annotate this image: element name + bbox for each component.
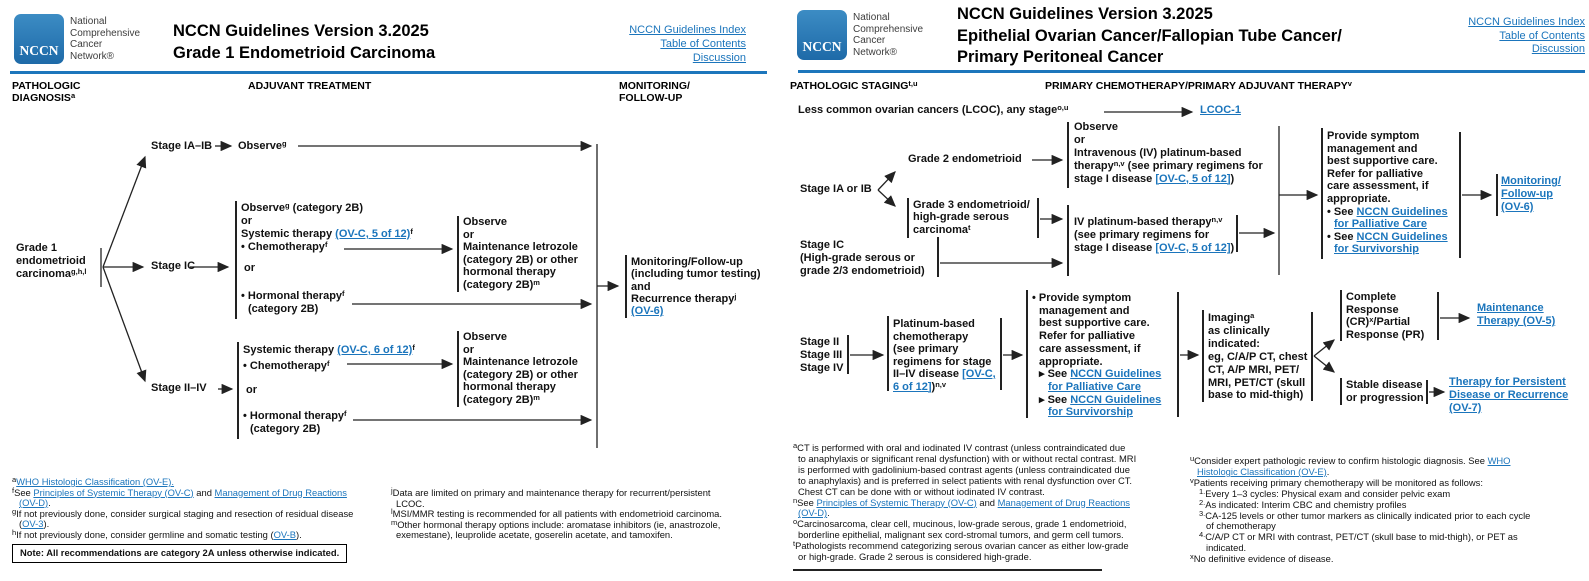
node-stage-ia-ib: Stage IA–IB xyxy=(151,140,213,152)
ov-d-link2[interactable]: (OV-D) xyxy=(19,497,49,508)
survivorship-link-1b[interactable]: for Survivorship xyxy=(1334,243,1419,256)
node-complete-partial-response: Complete Response (CR)$^x$/Partial Response (PR) xyxy=(1346,291,1425,342)
ovc-5of12-link-right-1[interactable]: [OV-C, 5 of 12] xyxy=(1155,172,1231,185)
ov-d-link-right2[interactable]: (OV-D) xyxy=(798,507,828,519)
node-observe-or-iv-platinum: Observe or Intravenous (IV) platinum-based therapy$^{n,v}$ (see primary regimens for stage I disease [OV-C, 5 of 12]) xyxy=(1074,121,1263,185)
guidelines-version-right: NCCN Guidelines Version 3.2025 xyxy=(957,5,1213,23)
monitoring-followup-link[interactable]: Monitoring/ Follow-up (OV-6) xyxy=(1501,175,1561,213)
nccn-logo-right xyxy=(797,10,847,60)
palliative-care-link-1[interactable]: NCCN Guidelines xyxy=(1356,205,1448,218)
column-header-primary-chemo: PRIMARY CHEMOTHERAPY/PRIMARY ADJUVANT THERAPY$^v$ xyxy=(1045,79,1352,92)
nccn-logo-text-right: NCCN xyxy=(802,39,842,54)
page-title xyxy=(173,20,435,64)
ovc-6of12-link-right-b[interactable]: 6 of 12] xyxy=(893,380,932,393)
footnotes-right-col2: $^u$Consider expert pathologic review to confirm histologic diagnosis. See WHO Histologic Classification (OV-E). $^v$Patients receiving primary chemotherapy will be monitored as follows: $^{1.}$Every 1–3 cycles: Physical exam and consider pelvic exam $^{2.}$As indicated: Interim CBC and chemistry profiles $^{3.}$CA-125 levels or other tumor markers as clinically indicated prior to each cycle of chemotherapy $^{4.}$C/A/P CT or MRI with contrast, PET/CT (skull base to mid-thigh), or PET as indicated. $^x$No definitive evidence of disease. xyxy=(1190,454,1531,565)
who-ove-link-a[interactable]: WHO xyxy=(1487,455,1511,466)
header-nav xyxy=(500,23,746,65)
discussion-link[interactable]: Discussion xyxy=(692,52,746,64)
ov-c-link-right[interactable]: Principles of Systemic Therapy (OV-C) xyxy=(816,496,977,508)
discussion-link-right[interactable]: Discussion xyxy=(1531,43,1585,55)
node-maintenance-option-ic: Observe or Maintenance letrozole (category 2B) or other hormonal therapy (category 2B)$^m$ xyxy=(463,216,578,291)
page-title-right xyxy=(957,4,1342,69)
node-stage-ii-iv-chemo: • Chemotherapy$^f$ xyxy=(243,359,330,372)
guidelines-topic-right-1: Epithelial Ovarian Cancer/Fallopian Tube Cancer/ xyxy=(957,26,1342,45)
node-monitoring-followup: Monitoring/Follow-up (including tumor testing) and Recurrence therapy$^j$ (OV-6) xyxy=(631,256,761,318)
node-lcoc: Less common ovarian cancers (LCOC), any stage$^{o,u}$ xyxy=(798,103,1069,116)
column-header-pathologic-diagnosis: PATHOLOGIC DIAGNOSIS$^a$ xyxy=(12,80,81,104)
column-header-monitoring: MONITORING/ FOLLOW-UP xyxy=(619,80,690,104)
ov-d-link[interactable]: Management of Drug Reactions xyxy=(214,486,347,498)
ov-d-link-right[interactable]: Management of Drug Reactions xyxy=(997,496,1130,508)
header-rule xyxy=(10,71,767,74)
ov-c-link[interactable]: Principles of Systemic Therapy (OV-C) xyxy=(33,486,194,498)
lcoc-1-link[interactable]: LCOC-1 xyxy=(1200,104,1241,116)
nccn-wordmark-right: National Comprehensive Cancer Network® xyxy=(853,12,924,58)
nccn-logo xyxy=(14,14,64,64)
node-supportive-care-bottom: • Provide symptom management and best supportive care. Refer for palliative care assessment, if appropriate. ▸ See NCCN Guidelines for Palliative Care ▸ See NCCN Guidelines for Survivorship xyxy=(1032,292,1162,419)
guidelines-topic: Grade 1 Endometrioid Carcinoma xyxy=(173,44,436,62)
persistent-disease-link[interactable]: Therapy for Persistent Disease or Recurrence (OV-7) xyxy=(1449,376,1569,414)
footnotes-middle-column: $^j$Data are limited on primary and maintenance therapy for recurrent/persistent LCOC. $^l$MSI/MMR testing is recommended for all patients with endometrioid carcinoma. $^m$Other hormonal therapy options include: aromatase inhibitors (ie, anastrozole, exemestane), leuprolide acetate, goserelin acetate, and tamoxifen. xyxy=(391,486,722,540)
node-stage-ii-iv-systemic: Systemic therapy (OV-C, 6 of 12)$^f$ xyxy=(243,343,415,356)
survivorship-link-2b[interactable]: for Survivorship xyxy=(1048,406,1133,419)
category-2a-note: Note: All recommendations are category 2A unless otherwise indicated. xyxy=(12,544,347,563)
node-supportive-care-top: Provide symptom management and best supportive care. Refer for palliative care assessment, if appropriate. • See NCCN Guidelines for Palliative Care • See NCCN Guidelines for Survivorship xyxy=(1327,130,1448,256)
column-header-pathologic-staging: PATHOLOGIC STAGING$^{t,u}$ xyxy=(790,79,918,92)
guidelines-index-link[interactable]: NCCN Guidelines Index xyxy=(629,24,746,36)
ov-e-link[interactable]: WHO Histologic Classification (OV-E). xyxy=(16,476,175,487)
guidelines-version: NCCN Guidelines Version 3.2025 xyxy=(173,22,429,40)
node-stage-ic-treatment: Observe$^g$ (category 2B) or Systemic therapy (OV-C, 5 of 12)$^f$ • Chemotherapy$^f$ xyxy=(241,201,413,253)
maintenance-therapy-link[interactable]: Maintenance Therapy (OV-5) xyxy=(1477,302,1556,327)
footnotes-right-col1: $^a$CT is performed with oral and iodinated IV contrast (unless contraindicated due to anaphylaxis or significant renal dysfunction) with or without rectal contrast. MRI is performed with gadolinium-based contrast agents (unless contraindicated due to anaphylaxis) and is preferred in select patients with renal dysfunction over CT. Chest CT can be done with or without iodinated IV contrast. $^n$See Principles of Systemic Therapy (OV-C) and Management of Drug Reactions (OV-D). $^o$Carcinosarcoma, clear cell, mucinous, low-grade serous, grade 1 endometrioid, borderline epithelial, malignant sex cord-stromal tumors, and germ cell tumors. $^t$Pathologists recommend categorizing serous ovarian cancer as either low-grade or high-grade. Grade 2 serous is considered high-grade. xyxy=(793,441,1137,563)
survivorship-link-2[interactable]: NCCN Guidelines xyxy=(1070,393,1162,406)
node-grade2-endometrioid: Grade 2 endometrioid xyxy=(908,153,1022,165)
table-of-contents-link[interactable]: Table of Contents xyxy=(660,38,746,50)
footnotes-left-column: $^a$WHO Histologic Classification (OV-E). $^f$See Principles of Systemic Therapy (OV-C) and Management of Drug Reactions (OV-D). $^g$If not previously done, consider surgical staging and resection of residual disease (OV-3). $^h$If not previously done, consider germline and somatic testing (OV-B). xyxy=(12,475,354,540)
node-stage-ia-or-ib: Stage IA or IB xyxy=(800,183,872,195)
nccn-logo-text: NCCN xyxy=(19,43,59,58)
node-iv-platinum-therapy: IV platinum-based therapy$^{n,v}$ (see primary regimens for stage I disease [OV-C, 5 of 12]) xyxy=(1074,215,1235,254)
ov-3-link[interactable]: OV-3 xyxy=(22,518,44,529)
ov-6-link[interactable]: (OV-6) xyxy=(631,305,664,318)
node-stage-ic-hormonal: • Hormonal therapy$^f$ (category 2B) xyxy=(241,289,345,315)
node-stage-ic: Stage IC xyxy=(151,260,196,272)
node-grade3-highgrade-serous: Grade 3 endometrioid/ high-grade serous carcinoma$^t$ xyxy=(913,199,1030,236)
node-stable-or-progression: Stable disease or progression xyxy=(1346,379,1424,404)
header-rule-right xyxy=(798,70,1585,73)
node-imaging: Imaging$^a$ as clinically indicated: eg, C/A/P CT, chest CT, A/P MRI, PET/ MRI, PET/CT (skull base to mid-thigh) xyxy=(1208,311,1308,402)
who-ove-link-b[interactable]: Histologic Classification (OV-E) xyxy=(1197,465,1327,477)
palliative-care-link-2[interactable]: NCCN Guidelines xyxy=(1070,368,1162,381)
guidelines-index-link-right[interactable]: NCCN Guidelines Index xyxy=(1468,16,1585,28)
node-grade1-endometrioid-carcinoma: Grade 1 endometrioid carcinoma$^{g,h,l}$ xyxy=(16,242,87,280)
ov-b-link[interactable]: OV-B xyxy=(273,528,297,540)
node-stage-ic-or: or xyxy=(244,262,255,274)
node-stage-ii-iii-iv: Stage II Stage III Stage IV xyxy=(800,336,844,374)
node-stage-ii-iv: Stage II–IV xyxy=(151,382,207,394)
node-stage-ic-right: Stage IC (High-grade serous or grade 2/3 endometrioid) xyxy=(800,239,925,277)
node-stage-ii-iv-hormonal: • Hormonal therapy$^f$ (category 2B) xyxy=(243,409,347,435)
palliative-care-link-2b[interactable]: for Palliative Care xyxy=(1048,380,1141,393)
node-stage-ii-iv-or: or xyxy=(246,384,257,396)
node-observe: Observe$^g$ xyxy=(238,139,287,152)
palliative-care-link-1b[interactable]: for Palliative Care xyxy=(1334,218,1427,231)
ovc-5of12-link[interactable]: (OV-C, 5 of 12) xyxy=(335,228,411,240)
survivorship-link-1[interactable]: NCCN Guidelines xyxy=(1356,230,1448,243)
column-header-adjuvant-treatment: ADJUVANT TREATMENT xyxy=(248,80,372,92)
guidelines-topic-right-2: Primary Peritoneal Cancer xyxy=(957,48,1164,66)
ovc-5of12-link-right-2[interactable]: [OV-C, 5 of 12] xyxy=(1155,241,1231,254)
node-platinum-chemo: Platinum-based chemotherapy (see primary regimens for stage II–IV disease [OV-C, 6 of 12])$^{n,v}$ xyxy=(893,318,996,393)
ovc-6of12-link-right-a[interactable]: [OV-C, xyxy=(962,368,996,380)
table-of-contents-link-right[interactable]: Table of Contents xyxy=(1499,29,1585,42)
nccn-wordmark: National Comprehensive Cancer Network® xyxy=(70,16,141,62)
ovc-6of12-link[interactable]: (OV-C, 6 of 12) xyxy=(337,344,413,356)
header-nav-right xyxy=(1339,16,1585,57)
node-maintenance-option-ii-iv: Observe or Maintenance letrozole (category 2B) or other hormonal therapy (category 2B)$^m$ xyxy=(463,331,578,406)
